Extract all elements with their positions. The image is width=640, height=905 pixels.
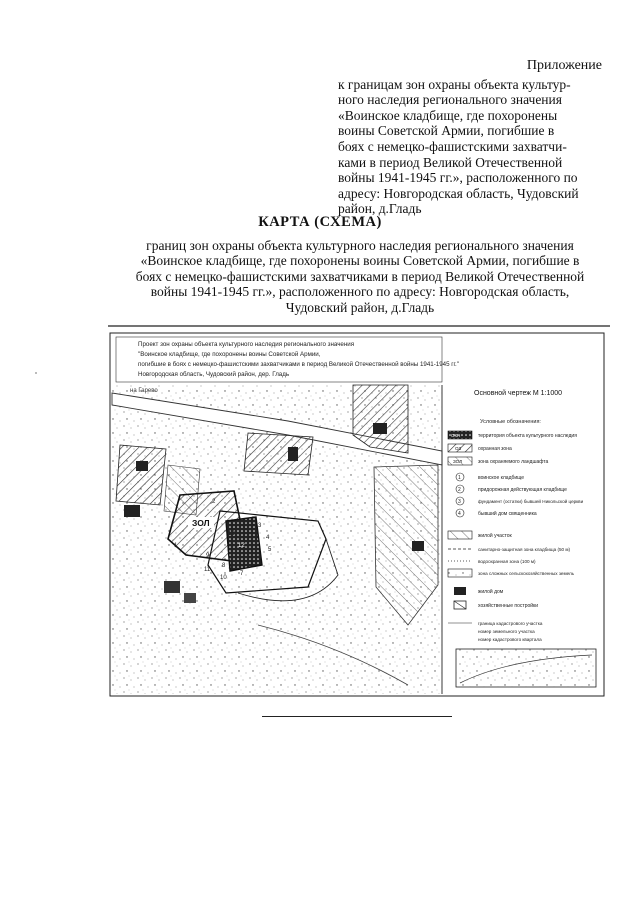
house-block <box>136 461 148 471</box>
legend-item: водоохранная зона (100 м) <box>478 559 536 564</box>
legend-number: 3 <box>458 499 461 505</box>
house-block <box>124 505 140 517</box>
legend-item: территория объекта культурного наследия <box>478 433 577 439</box>
plot-number: 2 <box>212 499 216 505</box>
house-block <box>288 447 298 461</box>
plot-number: 1 <box>174 543 178 549</box>
subtitle-line: границ зон охраны объекта культурного наследия регионального значения <box>146 238 574 253</box>
legend-code: ОКН <box>451 433 461 438</box>
plot-number: 12 <box>238 543 245 549</box>
map-scheme <box>108 325 610 701</box>
appendix-block <box>338 58 608 217</box>
legend-item: бывший дом священника <box>478 511 537 517</box>
appendix-line: ного наследия регионального значения <box>338 92 562 108</box>
legend-swatch-agri <box>448 569 472 577</box>
document-title: КАРТА (СХЕМА) <box>258 214 382 230</box>
legend-swatch-house <box>454 587 466 595</box>
plot-number: 9 <box>206 553 210 559</box>
zone-label: ЗОЛ <box>192 518 210 528</box>
plot-number: 3 <box>258 523 262 529</box>
house-block <box>373 423 387 434</box>
house-block <box>412 541 424 551</box>
appendix-line: боях с немецко-фашистскими захватчи- <box>338 138 567 154</box>
plot-number: 7 <box>240 571 244 577</box>
plot-number: 6 <box>258 555 262 561</box>
legend-item: фундамент (остатки) бывшей Никольской церкви <box>478 499 584 504</box>
legend-item: зона охраняемого ландшафта <box>478 459 549 465</box>
plot-number: 11 <box>204 567 211 573</box>
legend-item: граница кадастрового участка <box>478 621 543 626</box>
legend-number: 2 <box>458 487 461 493</box>
subtitle-line: Чудовский район, д.Гладь <box>285 299 435 315</box>
appendix-line: к границам зон охраны объекта культур- <box>338 76 571 92</box>
subtitle-line: боях с немецко-фашистскими захватчиками в период Великой Отечественной <box>135 268 585 284</box>
house-block <box>164 581 180 593</box>
appendix-line: адресу: Новгородская область, Чудовский <box>338 185 579 201</box>
legend-item: зона сложных сельскохозяйственных земель <box>478 571 575 576</box>
legend-number: 1 <box>458 475 461 481</box>
legend-item: номер земельного участка <box>478 629 535 634</box>
legend-item: придорожная действующая кладбище <box>478 487 567 493</box>
legend-item: жилой участок <box>478 533 512 539</box>
project-header-line: Проект зон охраны объекта культурного наследия регионального значения <box>138 341 355 348</box>
legend-swatch-residential <box>448 531 472 539</box>
plot-number: 10 <box>220 575 227 581</box>
legend-title: Условные обозначения: <box>480 419 541 425</box>
locator-inset <box>456 649 596 687</box>
legend-item: хозяйственные постройки <box>478 603 539 609</box>
appendix-line: «Воинское кладбище, где похоронены <box>338 107 558 123</box>
appendix-line: район, д.Гладь <box>338 201 422 217</box>
legend-item: охранная зона <box>478 446 512 452</box>
plot-number: 5 <box>268 547 272 553</box>
legend-item: воинское кладбище <box>478 475 524 481</box>
appendix-line: войны 1941-1945 гг.», расположенного по <box>338 170 578 186</box>
house-block <box>184 593 196 603</box>
plot-number: 4 <box>266 535 270 541</box>
legend-item: санитарно-защитная зона кладбища (50 м) <box>478 547 571 552</box>
road-label: на Гарево <box>130 388 158 394</box>
legend-number: 4 <box>458 511 461 517</box>
appendix-heading: Приложение <box>526 58 602 73</box>
parcel-hatched <box>244 433 313 475</box>
project-header-line: погибшие в боях с немецко-фашистскими захватчиками в период Великой Отечественной войны 1941-1945 гг." <box>138 361 459 368</box>
legend-code: ОЗ <box>455 446 462 451</box>
subtitle-line: войны 1941-1945 гг.», расположенного по адресу: Новгородская область, <box>150 284 570 300</box>
subtitle-line: «Воинское кладбище, где похоронены воины Советской Армии, погибшие в <box>140 253 580 269</box>
legend-item: номер кадастрового квартала <box>478 637 542 642</box>
legend-item: жилой дом <box>478 589 504 595</box>
plot-number: 8 <box>222 563 226 569</box>
project-header-line: "Воинское кладбище, где похоронены воины Советской Армии, <box>138 351 321 358</box>
scale-label: Основной чертеж М 1:1000 <box>474 390 563 397</box>
plot-number: 13 <box>228 531 235 537</box>
project-header-line: Новгородская область, Чудовский район, дер. Гладь <box>138 371 290 378</box>
appendix-line: воины Советской Армии, погибшие в <box>338 123 555 139</box>
appendix-line: ками в период Великой Отечественной <box>338 154 563 170</box>
scan-speck <box>35 372 37 374</box>
legend-code: ЗОЛ <box>453 459 463 464</box>
parcel-hatched <box>116 445 166 505</box>
signature-rule <box>262 716 452 717</box>
document-subtitle <box>100 238 620 315</box>
